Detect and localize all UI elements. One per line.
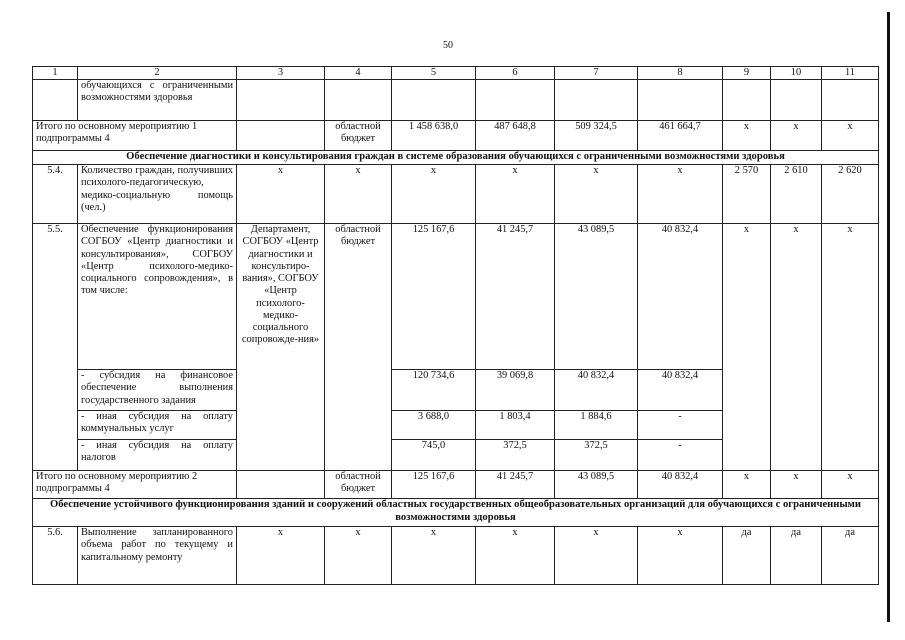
value-cell: - bbox=[638, 411, 723, 440]
scan-edge-line bbox=[887, 12, 890, 622]
value-cell: 487 648,8 bbox=[476, 121, 555, 151]
program-table bbox=[32, 66, 879, 585]
value-cell: x bbox=[723, 471, 771, 499]
value-cell: x bbox=[723, 224, 771, 471]
col-header-11: 11 bbox=[822, 67, 879, 80]
value-cell: х bbox=[237, 527, 325, 585]
value-cell: 3 688,0 bbox=[392, 411, 476, 440]
row-text: Обеспечение функционирования СОГБОУ «Центр диагностики и консультирования», СОГБОУ «Центр психолого-медико-социального сопровождения», в том числе: bbox=[78, 224, 237, 370]
col-header-3: 3 bbox=[237, 67, 325, 80]
value-cell: 2 610 bbox=[771, 165, 822, 224]
col-header-9: 9 bbox=[723, 67, 771, 80]
row-number: 5.5. bbox=[33, 224, 78, 471]
value-cell: х bbox=[638, 527, 723, 585]
value-cell: 372,5 bbox=[476, 440, 555, 471]
column-number-row bbox=[33, 67, 879, 80]
col-header-2: 2 bbox=[78, 67, 237, 80]
value-cell: x bbox=[771, 471, 822, 499]
value-cell: х bbox=[555, 165, 638, 224]
value-cell: х bbox=[476, 527, 555, 585]
value-cell: 40 832,4 bbox=[638, 370, 723, 411]
value-cell: х bbox=[237, 165, 325, 224]
value-cell: х bbox=[476, 165, 555, 224]
value-cell: 40 832,4 bbox=[638, 471, 723, 499]
col-header-4: 4 bbox=[325, 67, 392, 80]
section-row bbox=[33, 151, 879, 165]
row-number: 5.6. bbox=[33, 527, 78, 585]
value-cell: 745,0 bbox=[392, 440, 476, 471]
value-cell: x bbox=[723, 121, 771, 151]
row-number: 5.4. bbox=[33, 165, 78, 224]
value-cell: 41 245,7 bbox=[476, 224, 555, 370]
col-header-1: 1 bbox=[33, 67, 78, 80]
page-number: 50 bbox=[443, 40, 453, 51]
executor-cell: Департамент, СОГБОУ «Центр диагностики и консультиро-вания», СОГБОУ «Центр психолого-медико-социального сопровожде-ния» bbox=[237, 224, 325, 471]
value-cell: 41 245,7 bbox=[476, 471, 555, 499]
value-cell: x bbox=[822, 121, 879, 151]
row-text: обучающихся с ограниченными возможностями здоровья bbox=[78, 80, 237, 121]
col-header-10: 10 bbox=[771, 67, 822, 80]
section-heading: Обеспечение устойчивого функционирования зданий и сооружений областных государственных общеобразовательных организаций для обучающихся с ограниченными возможностями здоровья bbox=[33, 499, 879, 527]
funding-source: областной бюджет bbox=[325, 121, 392, 151]
col-header-7: 7 bbox=[555, 67, 638, 80]
row-text: - иная субсидия на оплату налогов bbox=[78, 440, 237, 471]
value-cell: х bbox=[392, 527, 476, 585]
value-cell: 40 832,4 bbox=[638, 224, 723, 370]
row-text: - иная субсидия на оплату коммунальных услуг bbox=[78, 411, 237, 440]
total-label: Итого по основному мероприятию 2 подпрограммы 4 bbox=[33, 471, 237, 499]
value-cell: х bbox=[638, 165, 723, 224]
table-row bbox=[33, 80, 879, 121]
funding-source: областной бюджет bbox=[325, 471, 392, 499]
value-cell: 125 167,6 bbox=[392, 471, 476, 499]
value-cell: х bbox=[325, 165, 392, 224]
value-cell: х bbox=[325, 527, 392, 585]
value-cell: x bbox=[771, 121, 822, 151]
value-cell: x bbox=[771, 224, 822, 471]
value-cell: 1 884,6 bbox=[555, 411, 638, 440]
value-cell: 120 734,6 bbox=[392, 370, 476, 411]
table-row bbox=[33, 224, 879, 370]
value-cell: да bbox=[822, 527, 879, 585]
table-row-total bbox=[33, 121, 879, 151]
value-cell: x bbox=[822, 224, 879, 471]
value-cell: 40 832,4 bbox=[555, 370, 638, 411]
value-cell: - bbox=[638, 440, 723, 471]
value-cell: 39 069,8 bbox=[476, 370, 555, 411]
value-cell: 461 664,7 bbox=[638, 121, 723, 151]
row-text: Количество граждан, получивших психолого-педагогическую, медико-социальную помощь (чел.) bbox=[78, 165, 237, 224]
row-text: - субсидия на финансовое обеспечение выполнения государственного задания bbox=[78, 370, 237, 411]
value-cell: да bbox=[723, 527, 771, 585]
funding-source: областной бюджет bbox=[325, 224, 392, 471]
value-cell: х bbox=[392, 165, 476, 224]
section-row bbox=[33, 499, 879, 527]
value-cell: 509 324,5 bbox=[555, 121, 638, 151]
value-cell: 43 089,5 bbox=[555, 224, 638, 370]
value-cell: 125 167,6 bbox=[392, 224, 476, 370]
value-cell: 2 620 bbox=[822, 165, 879, 224]
value-cell: x bbox=[822, 471, 879, 499]
table-row bbox=[33, 527, 879, 585]
total-label: Итого по основному мероприятию 1 подпрограммы 4 bbox=[33, 121, 237, 151]
value-cell: 43 089,5 bbox=[555, 471, 638, 499]
table-row-total bbox=[33, 471, 879, 499]
value-cell: 1 803,4 bbox=[476, 411, 555, 440]
value-cell: 2 570 bbox=[723, 165, 771, 224]
col-header-5: 5 bbox=[392, 67, 476, 80]
value-cell: 1 458 638,0 bbox=[392, 121, 476, 151]
value-cell: 372,5 bbox=[555, 440, 638, 471]
section-heading: Обеспечение диагностики и консультирования граждан в системе образования обучающихся с ограниченными возможностями здоровья bbox=[33, 151, 879, 165]
value-cell: да bbox=[771, 527, 822, 585]
value-cell: х bbox=[555, 527, 638, 585]
col-header-6: 6 bbox=[476, 67, 555, 80]
col-header-8: 8 bbox=[638, 67, 723, 80]
table-row bbox=[33, 165, 879, 224]
row-text: Выполнение запланированного объема работ по текущему и капитальному ремонту bbox=[78, 527, 237, 585]
